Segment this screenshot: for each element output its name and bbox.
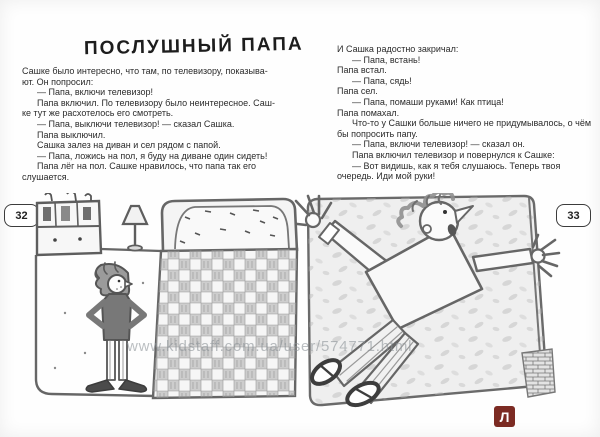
bed-drawing (153, 199, 297, 398)
text-line: — Папа, помаши руками! Как птица! (337, 96, 504, 107)
wardrobe-drawing (37, 193, 101, 255)
text-line: Папа выключил. (22, 129, 106, 140)
text-line: слушается. (22, 171, 70, 182)
text-line: Папа помахал. (337, 107, 400, 118)
text-line: Что-то у Сашки больше ничего не придумывалось, о чём (337, 118, 592, 129)
watermark-url: www.kidstaff.com.ua/user/574771.html (127, 338, 413, 355)
text-line: Папа включил телевизор и повернулся к Сашке: (337, 149, 555, 160)
text-line: Папа включил. По телевизору было неинтересное. Саш- (22, 97, 275, 108)
text-line: Папа лёг на пол. Сашке нравилось, что папа так его (22, 161, 257, 172)
text-line: ке тут же расхотелось его смотреть. (22, 108, 174, 119)
left-page-text (22, 66, 324, 183)
lamp-drawing (123, 206, 147, 251)
text-line: — Папа, ложись на пол, я буду на диване один сидеть! (22, 150, 268, 161)
illustration (25, 193, 565, 423)
text-line: — Папа, выключи телевизор! — сказал Сашка. (22, 118, 235, 129)
text-line: — Вот видишь, как я тебя слушаюсь. Теперь твоя (337, 160, 561, 171)
story-title: ПОСЛУШНЫЙ ПАПА (83, 33, 304, 60)
text-line: Сашка залез на диван и сел рядом с папой. (22, 140, 221, 151)
text-line: — Папа, встань! (337, 54, 421, 65)
text-line: — Папа, включи телевизор! (22, 87, 154, 98)
text-line: — Папа, сядь! (337, 75, 412, 86)
checkered-blanket (153, 249, 297, 398)
right-page-text (337, 44, 591, 182)
text-line: Папа сел. (337, 86, 378, 97)
text-line: очередь. Иди мой руки! (337, 171, 436, 182)
text-line: — Папа, включи телевизор! — сказал он. (337, 139, 525, 150)
publisher-logo: Л (494, 406, 515, 427)
text-line: Сашке было интересно, что там, по телевизору, показыва- (22, 66, 268, 76)
rug-corner-patch (522, 349, 555, 397)
text-line: бы попросить папу. (337, 128, 418, 139)
page-number-left: 32 (4, 204, 39, 227)
page-number-right: 33 (556, 204, 591, 227)
text-line: Папа встал. (337, 65, 387, 76)
text-line: И Сашка радостно закричал: (337, 44, 459, 54)
text-line: ют. Он попросил: (22, 76, 94, 87)
boy-drawing (86, 262, 146, 392)
